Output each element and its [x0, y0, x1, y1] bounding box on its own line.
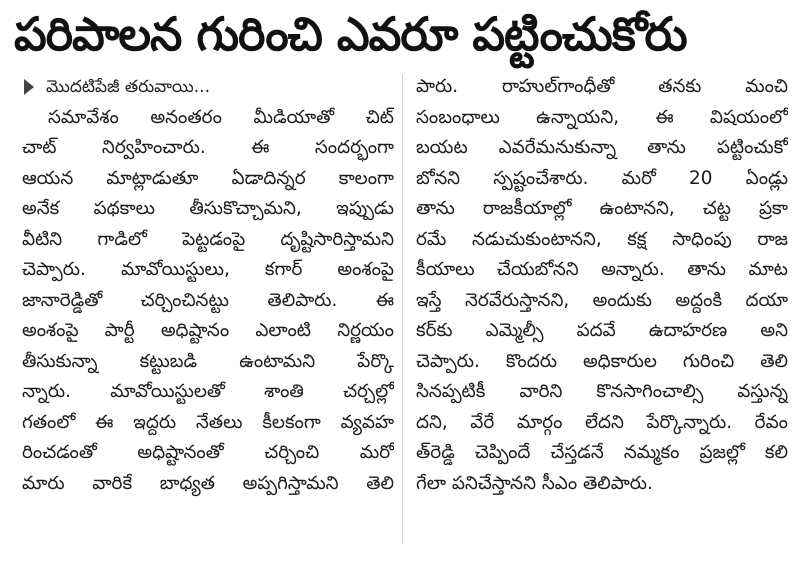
body-line: పారు. రాహుల్‌గాంధీతో తనకు మంచి: [416, 76, 788, 97]
body-line: దని, వేరే మార్గం లేదని పేర్కొన్నారు. రేవం: [416, 411, 788, 433]
continued-label: మొదటిపేజీ తరువాయి...: [46, 77, 210, 97]
body-line: వీటిని గాడిలో పెట్టడంపై దృష్టిసారిస్తామని: [22, 228, 394, 250]
body-line: బయట ఎవరేమనుకున్నా తాను పట్టించుకో: [416, 137, 788, 158]
body-line: త్‌రెడ్డి చెప్పిందే చేస్తడనే నమ్మకం ప్రజల్లో కలి: [416, 442, 788, 463]
body-line: తాను రాజకీయాల్లో ఉంటానని, చట్ట ప్రకా: [416, 198, 788, 219]
body-line: చెప్పారు. కొందరు అధికారుల గురించి తెలి: [416, 350, 788, 372]
body-line: చెప్పారు. మావోయిస్టులు, కగార్ అంశంపై: [22, 259, 394, 280]
headline: పరిపాలన గురించి ఎవరూ పట్టించుకోరు: [14, 7, 687, 61]
article-column-right: [416, 72, 788, 499]
body-line: సినప్పటికీ వారిని కొనసాగించాల్సి వస్తున్న: [416, 381, 788, 402]
body-line: సమావేశం అనంతరం మీడియాతో చిట్: [48, 106, 394, 128]
body-line: రమే నడుచుకుంటానని, కక్ష సాధింపు రాజ: [416, 228, 788, 250]
body-line: బోనని స్పష్టంచేశారు. మరో 20 ఏండ్లు: [416, 167, 788, 189]
body-line: జానారెడ్డితో చర్చించినట్టు తెలిపారు. ఈ: [22, 289, 394, 311]
body-line: చాట్ నిర్వహించారు. ఈ సందర్భంగా: [22, 137, 394, 158]
body-line: ఆయన మాట్లాడుతూ ఏడాదిన్నర కాలంగా: [22, 167, 394, 189]
continued-from-front-page: [22, 72, 394, 103]
body-line: గతంలో ఈ ఇద్దరు నేతలు కీలకంగా వ్యవహ: [22, 411, 394, 433]
body-line: కీయాలు చేయబోనని అన్నారు. తాను మాట: [416, 259, 788, 280]
body-line: గేలా పనిచేస్తానని సీఎం తెలిపారు.: [416, 472, 653, 494]
body-line: తీసుకున్నా కట్టుబడి ఉంటామని పేర్కొ: [22, 350, 394, 372]
body-line: అనేక పథకాలు తీసుకొచ్చామని, ఇప్పుడు: [22, 198, 394, 219]
body-line: సంబంధాలు ఉన్నాయని, ఈ విషయంలో: [416, 106, 788, 128]
body-line: కర్‌కు ఎమ్మెల్సీ పదవే ఉదాహరణ అని: [416, 320, 788, 341]
body-line: న్నారు. మావోయిస్టులతో శాంతి చర్చల్లో: [22, 381, 394, 402]
article-column-left: [22, 72, 394, 499]
column-divider: [402, 74, 403, 544]
body-line: ఇస్తే నెరవేరుస్తానని, అందుకు అద్దంకి దయా: [416, 289, 788, 311]
body-line: అంశంపై పార్టీ అధిష్టానం ఎలాంటి నిర్ణయం: [22, 320, 394, 341]
body-line: మారు వారికే బాధ్యత అప్పగిస్తామని తెలి: [22, 472, 394, 494]
arrow-right-icon: [24, 79, 34, 95]
body-line: రించడంతో అధిష్టానంతో చర్చించి మరో: [22, 442, 394, 463]
